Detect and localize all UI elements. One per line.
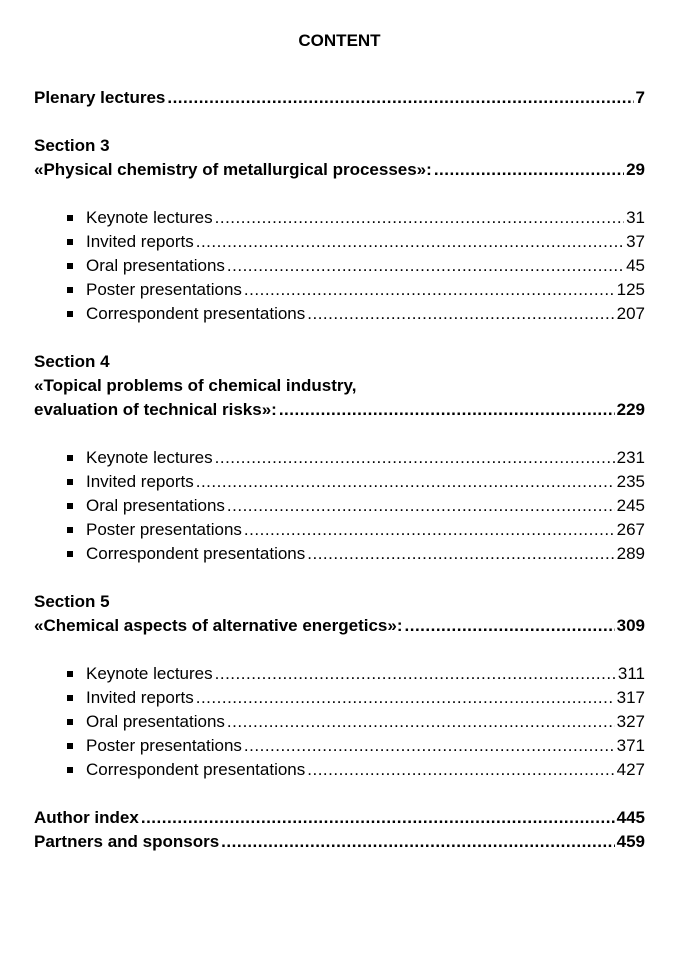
toc-page-number: 327	[616, 712, 645, 731]
toc-entry-label: Invited reports	[86, 472, 194, 491]
leader-dots	[279, 398, 615, 422]
toc-subentry[interactable]	[34, 686, 645, 710]
toc-page-number: 459	[616, 832, 645, 851]
leader-dots	[196, 230, 624, 254]
section-heading: Section 5	[34, 592, 110, 611]
toc-entry-label: Correspondent presentations	[86, 304, 306, 323]
toc-entry-label: Author index	[34, 808, 139, 827]
leader-dots	[221, 830, 614, 854]
toc-entry-author-index[interactable]	[34, 806, 645, 830]
toc-page-number: 45	[626, 256, 645, 275]
toc-entry-section-title[interactable]	[34, 398, 645, 422]
leader-dots	[167, 86, 633, 110]
bullet-icon	[67, 263, 73, 269]
toc-page-number: 311	[617, 664, 645, 683]
leader-dots	[227, 254, 624, 278]
bullet-icon	[67, 743, 73, 749]
section-heading: Section 4	[34, 352, 110, 371]
bullet-icon	[67, 695, 73, 701]
toc-subentry[interactable]	[34, 254, 645, 278]
bullet-icon	[67, 551, 73, 557]
leader-dots	[307, 758, 614, 782]
leader-dots	[215, 662, 616, 686]
toc-entry-label: «Chemical aspects of alternative energetics»:	[34, 616, 403, 635]
toc-entry-label: Plenary lectures	[34, 88, 166, 107]
leader-dots	[196, 686, 615, 710]
bullet-icon	[67, 239, 73, 245]
bullet-icon	[67, 719, 73, 725]
leader-dots	[434, 158, 624, 182]
toc-subentry[interactable]	[34, 494, 645, 518]
toc-entry-label: Correspondent presentations	[86, 760, 306, 779]
toc-page-number: 245	[616, 496, 645, 515]
toc-page-number: 317	[616, 688, 645, 707]
toc-page-number: 445	[616, 808, 645, 827]
toc-page-number: 7	[635, 88, 645, 107]
leader-dots	[307, 542, 614, 566]
leader-dots	[196, 470, 615, 494]
toc-page-number: 31	[626, 208, 645, 227]
leader-dots	[215, 206, 624, 230]
toc-entry-label: Keynote lectures	[86, 448, 213, 467]
toc-entry-label: Oral presentations	[86, 256, 225, 275]
leader-dots	[227, 710, 615, 734]
page-title: CONTENT	[298, 31, 381, 50]
toc-subentry[interactable]	[34, 278, 645, 302]
toc-entry-label: «Physical chemistry of metallurgical processes»:	[34, 160, 432, 179]
section-title-line: «Topical problems of chemical industry,	[34, 376, 357, 395]
toc-entry-plenary[interactable]	[34, 86, 645, 110]
toc-entry-label: evaluation of technical risks»:	[34, 400, 277, 419]
toc-subentry[interactable]	[34, 206, 645, 230]
bullet-icon	[67, 311, 73, 317]
toc-page-number: 231	[616, 448, 645, 467]
leader-dots	[215, 446, 615, 470]
bullet-icon	[67, 527, 73, 533]
toc-page-number: 29	[626, 160, 645, 179]
toc-entry-label: Poster presentations	[86, 520, 242, 539]
toc-subentry[interactable]	[34, 518, 645, 542]
leader-dots	[227, 494, 615, 518]
toc-entry-label: Invited reports	[86, 232, 194, 251]
bullet-icon	[67, 215, 73, 221]
toc-entry-partners[interactable]	[34, 830, 645, 854]
toc-entry-section-title[interactable]	[34, 158, 645, 182]
toc-entry-label: Oral presentations	[86, 496, 225, 515]
toc-entry-section-title[interactable]	[34, 614, 645, 638]
toc-subentry[interactable]	[34, 710, 645, 734]
bullet-icon	[67, 455, 73, 461]
bullet-icon	[67, 479, 73, 485]
toc-entry-label: Keynote lectures	[86, 664, 213, 683]
toc-entry-label: Poster presentations	[86, 280, 242, 299]
toc-entry-label: Keynote lectures	[86, 208, 213, 227]
toc-entry-label: Invited reports	[86, 688, 194, 707]
toc-entry-label: Oral presentations	[86, 712, 225, 731]
toc-page-number: 235	[616, 472, 645, 491]
leader-dots	[307, 302, 614, 326]
bullet-icon	[67, 503, 73, 509]
toc-page-number: 309	[616, 616, 645, 635]
leader-dots	[244, 278, 615, 302]
toc-page-number: 229	[616, 400, 645, 419]
leader-dots	[244, 518, 615, 542]
toc-subentry[interactable]	[34, 302, 645, 326]
toc-page-number: 267	[616, 520, 645, 539]
leader-dots	[141, 806, 615, 830]
bullet-icon	[67, 767, 73, 773]
toc-page-number: 371	[616, 736, 645, 755]
toc-section	[34, 134, 645, 326]
toc-page-number: 427	[616, 760, 645, 779]
leader-dots	[244, 734, 615, 758]
toc-entry-label: Partners and sponsors	[34, 832, 220, 851]
toc-page-number: 207	[616, 304, 645, 323]
toc-page-number: 37	[626, 232, 645, 251]
leader-dots	[405, 614, 615, 638]
toc-subentry[interactable]	[34, 446, 645, 470]
toc-subentry[interactable]	[34, 542, 645, 566]
bullet-icon	[67, 287, 73, 293]
toc-entry-label: Correspondent presentations	[86, 544, 306, 563]
toc-subentry[interactable]	[34, 230, 645, 254]
toc-section	[34, 350, 645, 566]
toc-subentry[interactable]	[34, 734, 645, 758]
toc-subentry[interactable]	[34, 662, 645, 686]
bullet-icon	[67, 671, 73, 677]
toc-subentry[interactable]	[34, 470, 645, 494]
toc-section	[34, 590, 645, 782]
toc-entry-label: Poster presentations	[86, 736, 242, 755]
section-heading: Section 3	[34, 136, 110, 155]
toc-page-number: 289	[616, 544, 645, 563]
toc-page-number: 125	[616, 280, 645, 299]
toc-subentry[interactable]	[34, 758, 645, 782]
